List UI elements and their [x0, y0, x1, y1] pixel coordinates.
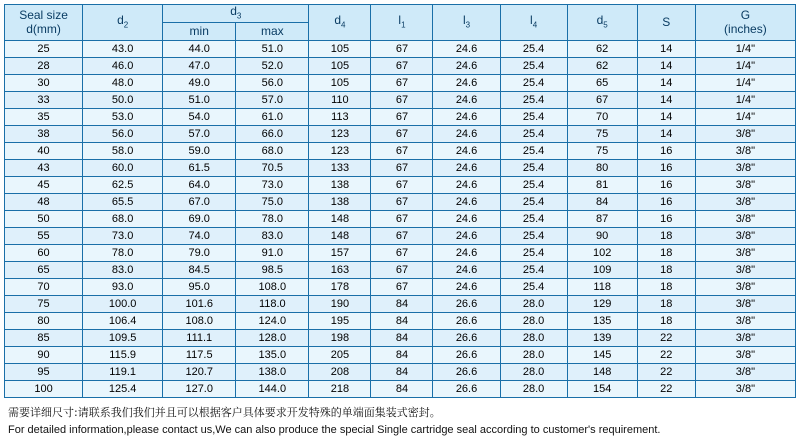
table-row: [5, 211, 796, 228]
table-cell: 67: [371, 75, 433, 92]
header-d5: $d_5$: [567, 5, 637, 41]
table-cell: 148: [309, 211, 371, 228]
table-cell: 163: [309, 262, 371, 279]
table-cell: 18: [637, 296, 695, 313]
table-cell: 127.0: [163, 381, 236, 398]
table-cell: 3/8": [695, 262, 795, 279]
table-cell: 78.0: [236, 211, 309, 228]
table-cell: 135: [567, 313, 637, 330]
table-cell: 3/8": [695, 347, 795, 364]
table-row: [5, 41, 796, 58]
table-cell: 178: [309, 279, 371, 296]
table-cell: 84: [371, 313, 433, 330]
table-cell: 22: [637, 364, 695, 381]
table-cell: 91.0: [236, 245, 309, 262]
header-g-line2: (inches): [696, 23, 795, 37]
table-cell: 105: [309, 58, 371, 75]
table-cell: 84: [371, 330, 433, 347]
table-cell: 3/8": [695, 279, 795, 296]
table-cell: 84: [371, 381, 433, 398]
table-cell: 70.5: [236, 160, 309, 177]
table-cell: 51.0: [163, 92, 236, 109]
table-cell: 123: [309, 143, 371, 160]
table-cell: 50.0: [83, 92, 163, 109]
table-cell: 190: [309, 296, 371, 313]
table-cell: 95: [5, 364, 83, 381]
table-cell: 70: [567, 109, 637, 126]
table-cell: 67: [371, 228, 433, 245]
table-cell: 129: [567, 296, 637, 313]
table-cell: 24.6: [433, 245, 500, 262]
table-row: [5, 228, 796, 245]
table-cell: 3/8": [695, 177, 795, 194]
table-cell: 1/4": [695, 58, 795, 75]
table-cell: 74.0: [163, 228, 236, 245]
header-l4: $l_4$: [500, 5, 567, 41]
table-cell: 25.4: [500, 245, 567, 262]
table-cell: 67: [371, 41, 433, 58]
table-cell: 98.5: [236, 262, 309, 279]
table-cell: 26.6: [433, 296, 500, 313]
table-cell: 26.6: [433, 347, 500, 364]
table-cell: 135.0: [236, 347, 309, 364]
table-cell: 18: [637, 228, 695, 245]
table-cell: 198: [309, 330, 371, 347]
table-cell: 108.0: [236, 279, 309, 296]
table-cell: 128.0: [236, 330, 309, 347]
table-cell: 83.0: [236, 228, 309, 245]
table-cell: 16: [637, 211, 695, 228]
table-cell: 75.0: [236, 194, 309, 211]
table-cell: 14: [637, 92, 695, 109]
table-cell: 73.0: [83, 228, 163, 245]
table-cell: 67: [371, 126, 433, 143]
table-cell: 28.0: [500, 364, 567, 381]
table-cell: 67: [371, 279, 433, 296]
table-cell: 24.6: [433, 194, 500, 211]
table-cell: 110: [309, 92, 371, 109]
table-row: [5, 347, 796, 364]
table-cell: 100.0: [83, 296, 163, 313]
table-cell: 106.4: [83, 313, 163, 330]
table-cell: 3/8": [695, 143, 795, 160]
table-cell: 93.0: [83, 279, 163, 296]
table-cell: 208: [309, 364, 371, 381]
table-cell: 84: [371, 296, 433, 313]
table-cell: 25.4: [500, 228, 567, 245]
table-cell: 25.4: [500, 58, 567, 75]
table-cell: 57.0: [236, 92, 309, 109]
table-cell: 25.4: [500, 92, 567, 109]
table-cell: 109: [567, 262, 637, 279]
table-cell: 25.4: [500, 126, 567, 143]
table-cell: 118.0: [236, 296, 309, 313]
table-cell: 64.0: [163, 177, 236, 194]
table-cell: 67: [371, 194, 433, 211]
table-cell: 67: [371, 109, 433, 126]
table-cell: 25.4: [500, 109, 567, 126]
table-cell: 125.4: [83, 381, 163, 398]
table-row: [5, 381, 796, 398]
table-body: [5, 41, 796, 398]
table-cell: 195: [309, 313, 371, 330]
table-cell: 119.1: [83, 364, 163, 381]
table-cell: 33: [5, 92, 83, 109]
table-cell: 24.6: [433, 41, 500, 58]
table-cell: 66.0: [236, 126, 309, 143]
table-cell: 67: [371, 160, 433, 177]
table-cell: 62: [567, 58, 637, 75]
table-cell: 25.4: [500, 41, 567, 58]
table-cell: 61.5: [163, 160, 236, 177]
table-cell: 3/8": [695, 330, 795, 347]
table-cell: 68.0: [236, 143, 309, 160]
table-cell: 60.0: [83, 160, 163, 177]
table-cell: 56.0: [236, 75, 309, 92]
table-cell: 148: [567, 364, 637, 381]
table-cell: 25.4: [500, 143, 567, 160]
header-d3-min: min: [163, 23, 236, 41]
table-cell: 100: [5, 381, 83, 398]
header-d4: $d_4$: [309, 5, 371, 41]
header-d2: $d_2$: [83, 5, 163, 41]
table-cell: 84: [371, 347, 433, 364]
table-cell: 26.6: [433, 381, 500, 398]
table-cell: 55: [5, 228, 83, 245]
table-cell: 101.6: [163, 296, 236, 313]
table-cell: 56.0: [83, 126, 163, 143]
table-row: [5, 109, 796, 126]
table-cell: 50: [5, 211, 83, 228]
header-g: [695, 5, 795, 41]
table-header: [5, 5, 796, 41]
table-cell: 73.0: [236, 177, 309, 194]
header-row-1: [5, 5, 796, 23]
table-cell: 108.0: [163, 313, 236, 330]
table-cell: 38: [5, 126, 83, 143]
header-g-line1: G: [696, 9, 795, 23]
table-cell: 25.4: [500, 160, 567, 177]
table-cell: 84: [567, 194, 637, 211]
table-cell: 26.6: [433, 313, 500, 330]
header-d3-group: $d_3$: [163, 5, 309, 23]
table-cell: 22: [637, 381, 695, 398]
table-cell: 24.6: [433, 262, 500, 279]
table-cell: 25.4: [500, 262, 567, 279]
table-row: [5, 160, 796, 177]
table-cell: 80: [5, 313, 83, 330]
table-cell: 3/8": [695, 313, 795, 330]
table-cell: 25.4: [500, 75, 567, 92]
table-cell: 25.4: [500, 177, 567, 194]
table-cell: 24.6: [433, 126, 500, 143]
table-cell: 18: [637, 262, 695, 279]
table-cell: 1/4": [695, 75, 795, 92]
table-cell: 28.0: [500, 347, 567, 364]
table-cell: 111.1: [163, 330, 236, 347]
table-cell: 218: [309, 381, 371, 398]
table-cell: 28.0: [500, 330, 567, 347]
table-cell: 28: [5, 58, 83, 75]
table-cell: 57.0: [163, 126, 236, 143]
table-cell: 24.6: [433, 92, 500, 109]
table-cell: 43.0: [83, 41, 163, 58]
table-row: [5, 92, 796, 109]
table-cell: 28.0: [500, 381, 567, 398]
table-cell: 75: [567, 143, 637, 160]
table-row: [5, 143, 796, 160]
table-cell: 60: [5, 245, 83, 262]
table-cell: 83.0: [83, 262, 163, 279]
table-row: [5, 364, 796, 381]
table-cell: 109.5: [83, 330, 163, 347]
note-english: For detailed information,please contact us,We can also produce the special Single cartridge seal according to customer's requirement.: [8, 422, 796, 438]
table-cell: 148: [309, 228, 371, 245]
table-cell: 157: [309, 245, 371, 262]
table-cell: 117.5: [163, 347, 236, 364]
table-cell: 67: [371, 245, 433, 262]
table-cell: 75: [5, 296, 83, 313]
table-cell: 53.0: [83, 109, 163, 126]
header-l3: $l_3$: [433, 5, 500, 41]
table-cell: 24.6: [433, 160, 500, 177]
table-cell: 49.0: [163, 75, 236, 92]
table-cell: 25.4: [500, 279, 567, 296]
table-cell: 14: [637, 41, 695, 58]
table-cell: 44.0: [163, 41, 236, 58]
header-seal-size: [5, 5, 83, 41]
table-cell: 1/4": [695, 109, 795, 126]
table-cell: 115.9: [83, 347, 163, 364]
table-cell: 3/8": [695, 211, 795, 228]
table-cell: 123: [309, 126, 371, 143]
table-cell: 48.0: [83, 75, 163, 92]
table-cell: 144.0: [236, 381, 309, 398]
header-s: S: [637, 5, 695, 41]
table-cell: 3/8": [695, 364, 795, 381]
table-cell: 43: [5, 160, 83, 177]
seal-dimensions-table: [4, 4, 796, 398]
table-cell: 67: [371, 143, 433, 160]
table-cell: 67: [371, 262, 433, 279]
table-row: [5, 177, 796, 194]
table-row: [5, 330, 796, 347]
table-cell: 67: [371, 92, 433, 109]
table-cell: 65.5: [83, 194, 163, 211]
table-cell: 105: [309, 75, 371, 92]
table-cell: 139: [567, 330, 637, 347]
table-cell: 133: [309, 160, 371, 177]
table-cell: 24.6: [433, 58, 500, 75]
table-cell: 24.6: [433, 177, 500, 194]
table-cell: 75: [567, 126, 637, 143]
table-cell: 138: [309, 177, 371, 194]
table-cell: 67: [371, 58, 433, 75]
table-cell: 14: [637, 58, 695, 75]
table-cell: 16: [637, 160, 695, 177]
table-cell: 45: [5, 177, 83, 194]
table-cell: 46.0: [83, 58, 163, 75]
header-l1: $l_1$: [371, 5, 433, 41]
table-cell: 25: [5, 41, 83, 58]
table-cell: 22: [637, 347, 695, 364]
table-cell: 90: [567, 228, 637, 245]
table-cell: 26.6: [433, 364, 500, 381]
table-cell: 1/4": [695, 41, 795, 58]
table-row: [5, 75, 796, 92]
table-cell: 65: [567, 75, 637, 92]
table-cell: 59.0: [163, 143, 236, 160]
table-cell: 145: [567, 347, 637, 364]
table-cell: 80: [567, 160, 637, 177]
table-cell: 24.6: [433, 211, 500, 228]
table-cell: 3/8": [695, 381, 795, 398]
header-d3-max: max: [236, 23, 309, 41]
table-cell: 22: [637, 330, 695, 347]
table-cell: 40: [5, 143, 83, 160]
table-cell: 25.4: [500, 211, 567, 228]
table-cell: 154: [567, 381, 637, 398]
table-row: [5, 313, 796, 330]
table-cell: 120.7: [163, 364, 236, 381]
header-seal-size-line1: Seal size: [5, 9, 82, 23]
table-cell: 26.6: [433, 330, 500, 347]
table-row: [5, 279, 796, 296]
table-cell: 105: [309, 41, 371, 58]
table-cell: 14: [637, 126, 695, 143]
table-cell: 3/8": [695, 126, 795, 143]
table-row: [5, 58, 796, 75]
table-cell: 30: [5, 75, 83, 92]
table-cell: 24.6: [433, 109, 500, 126]
table-cell: 124.0: [236, 313, 309, 330]
table-cell: 54.0: [163, 109, 236, 126]
table-cell: 28.0: [500, 313, 567, 330]
table-cell: 67.0: [163, 194, 236, 211]
table-cell: 28.0: [500, 296, 567, 313]
table-cell: 67: [567, 92, 637, 109]
table-cell: 87: [567, 211, 637, 228]
table-row: [5, 245, 796, 262]
table-cell: 62: [567, 41, 637, 58]
table-cell: 118: [567, 279, 637, 296]
table-cell: 3/8": [695, 296, 795, 313]
table-cell: 79.0: [163, 245, 236, 262]
table-cell: 52.0: [236, 58, 309, 75]
table-row: [5, 194, 796, 211]
table-cell: 78.0: [83, 245, 163, 262]
table-cell: 84: [371, 364, 433, 381]
table-cell: 16: [637, 177, 695, 194]
table-cell: 70: [5, 279, 83, 296]
table-cell: 1/4": [695, 92, 795, 109]
table-cell: 48: [5, 194, 83, 211]
table-row: [5, 126, 796, 143]
table-cell: 138: [309, 194, 371, 211]
table-cell: 85: [5, 330, 83, 347]
table-cell: 61.0: [236, 109, 309, 126]
table-cell: 67: [371, 211, 433, 228]
table-cell: 3/8": [695, 160, 795, 177]
table-cell: 3/8": [695, 194, 795, 211]
table-cell: 18: [637, 279, 695, 296]
table-cell: 24.6: [433, 75, 500, 92]
note-chinese: 需要详细尺寸:请联系我们我们并且可以根据客户具体要求开发特殊的单端面集装式密封。: [8, 405, 796, 422]
table-cell: 84.5: [163, 262, 236, 279]
notes-block: [4, 405, 796, 438]
table-cell: 138.0: [236, 364, 309, 381]
table-cell: 14: [637, 75, 695, 92]
table-cell: 3/8": [695, 245, 795, 262]
table-cell: 58.0: [83, 143, 163, 160]
table-cell: 69.0: [163, 211, 236, 228]
table-cell: 205: [309, 347, 371, 364]
table-cell: 3/8": [695, 228, 795, 245]
table-cell: 68.0: [83, 211, 163, 228]
table-row: [5, 296, 796, 313]
table-cell: 51.0: [236, 41, 309, 58]
table-cell: 81: [567, 177, 637, 194]
table-cell: 113: [309, 109, 371, 126]
table-cell: 65: [5, 262, 83, 279]
table-cell: 14: [637, 109, 695, 126]
table-cell: 16: [637, 194, 695, 211]
table-cell: 24.6: [433, 228, 500, 245]
table-cell: 35: [5, 109, 83, 126]
header-seal-size-line2: d(mm): [5, 23, 82, 37]
table-cell: 24.6: [433, 143, 500, 160]
table-cell: 102: [567, 245, 637, 262]
table-cell: 47.0: [163, 58, 236, 75]
table-cell: 95.0: [163, 279, 236, 296]
table-row: [5, 262, 796, 279]
table-cell: 24.6: [433, 279, 500, 296]
table-cell: 67: [371, 177, 433, 194]
table-cell: 18: [637, 313, 695, 330]
table-cell: 90: [5, 347, 83, 364]
table-cell: 25.4: [500, 194, 567, 211]
table-cell: 18: [637, 245, 695, 262]
table-cell: 62.5: [83, 177, 163, 194]
table-cell: 16: [637, 143, 695, 160]
